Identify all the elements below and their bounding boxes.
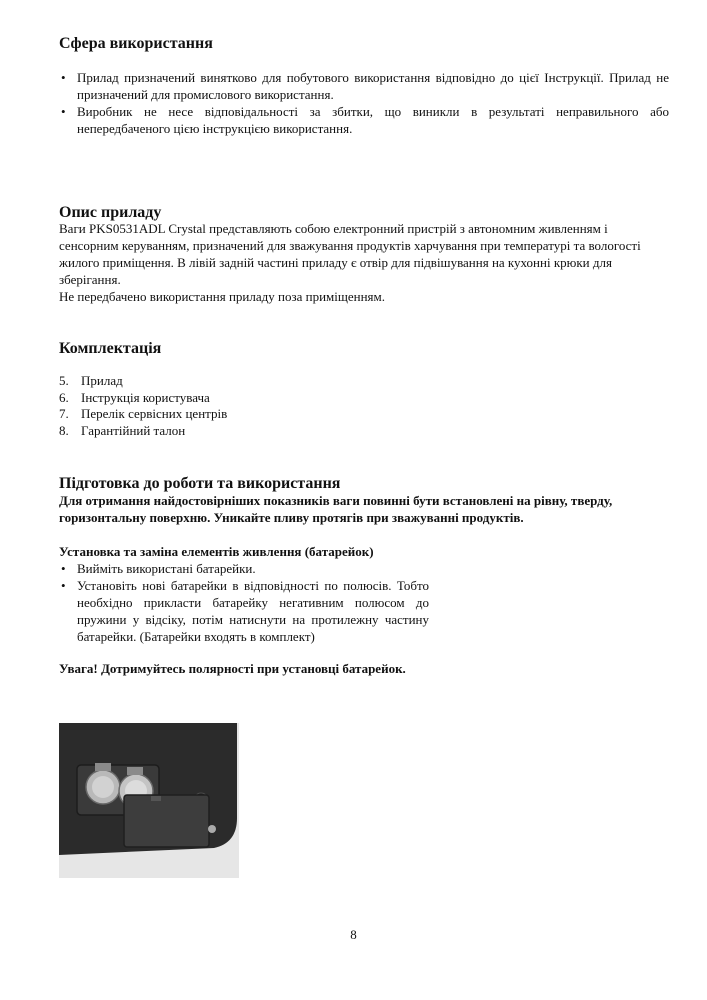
battery-cell-left-center [92, 776, 114, 798]
preparation-heading: Підготовка до роботи та використання [59, 475, 341, 492]
battery-bullet-list [59, 560, 429, 645]
scope-bullet-list [59, 69, 669, 137]
battery-compartment-photo [59, 723, 239, 878]
battery-spring-left [95, 763, 111, 771]
battery-subheading: Установка та заміна елементів живлення (батарейок) [59, 544, 374, 559]
description-heading: Опис приладу [59, 204, 162, 221]
battery-spring-right [127, 767, 143, 775]
preparation-intro: Для отримання найдостовірніших показників ваги повинні бути встановлені на рівну, тверду, горизонтальну поверхню. Уникайте пливу протягів при зважуванні продуктів. [59, 493, 613, 525]
battery-bullet-2-text: Установіть нові батарейки в відповідності по полюсів. Тобто необхідно прикласти батарейку негативним полюсом до пружини у відсіку, потім натиснути на протилежну частину батарейки. (Батарейки входять в комплект) [77, 578, 429, 644]
bullet-dot: • [61, 70, 66, 85]
package-item: 8. Гарантійний талон [59, 422, 186, 438]
bullet-dot: • [61, 578, 66, 593]
battery-bullet-1-text: Вийміть використані батарейки. [77, 561, 256, 576]
page-number: 8 [350, 927, 357, 942]
scope-bullet-1-text: Прилад призначений винятково для побутового використання відповідно до цієї Інструкції. Прилад не призначений для промислового використання. [77, 70, 669, 102]
scope-bullet-1 [59, 69, 669, 103]
scope-heading: Сфера використання [59, 35, 213, 52]
scope-bullet-2 [59, 103, 669, 137]
package-item: 6. Інструкція користувача [59, 389, 210, 405]
battery-bullet-1 [59, 560, 429, 577]
bullet-dot: • [61, 561, 66, 576]
package-item: 7. Перелік сервісних центрів [59, 406, 228, 421]
description-note: Не передбачено використання приладу поза приміщенням. [59, 289, 386, 304]
battery-cover [124, 795, 209, 847]
description-paragraph: Ваги PKS0531ADL Crystal представляють собою електронний пристрій з автономним живленням і сенсорним керуванням, призначений для зважування продуктів харчування при температурі та вологості жилого приміщення. В лівій задній частині приладу є отвір для підвішування на кухонні крюки для зберігання. [59, 221, 641, 287]
battery-bullet-2 [59, 577, 429, 645]
package-list [59, 373, 227, 439]
package-item: 5. Прилад [59, 373, 123, 388]
battery-cover-latch [151, 796, 161, 801]
scope-bullet-2-text: Виробник не несе відповідальності за збитки, що виникли в результаті неправильного або непередбаченого цією інструкцією використання. [77, 104, 669, 136]
package-heading: Комплектація [59, 340, 162, 357]
polarity-warning: Увага! Дотримуйтесь полярності при установці батарейок. [59, 661, 406, 676]
bullet-dot: • [61, 104, 66, 119]
foot-screw [208, 825, 216, 833]
